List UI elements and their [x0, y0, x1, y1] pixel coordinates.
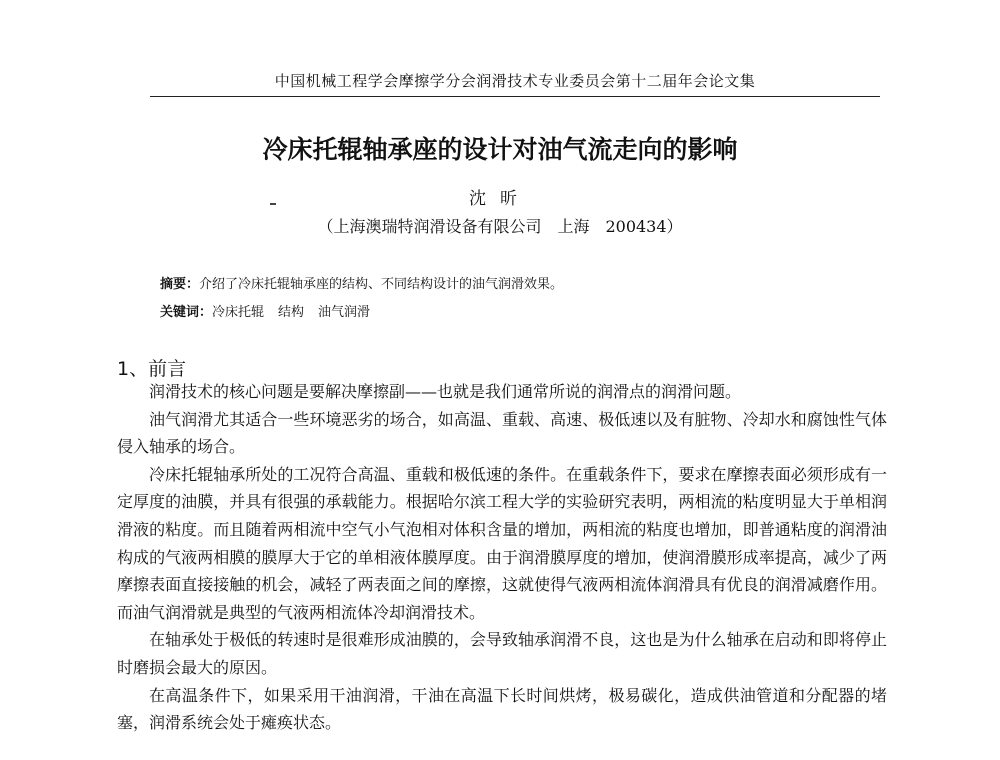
keywords-label: 关键词： [160, 305, 213, 320]
abstract-label: 摘要： [160, 277, 200, 292]
paper-title: 冷床托辊轴承座的设计对油气流走向的影响 [262, 135, 738, 164]
paragraph: 油气润滑尤其适合一些环境恶劣的场合，如高温、重载、高速、极低速以及有脏物、冷却水和腐蚀性气体侵入轴承的场合。 [117, 409, 887, 457]
abstract-text: 介绍了冷床托辊轴承座的结构、不同结构设计的油气润滑效果。 [199, 277, 564, 292]
keywords [160, 301, 384, 320]
author-name: 沈昕 [469, 189, 531, 209]
keyword-item: 结构 [278, 305, 305, 320]
paragraph: 润滑技术的核心问题是要解决摩擦副——也就是我们通常所说的润滑点的润滑问题。 [149, 382, 742, 401]
paragraph: 在高温条件下，如果采用干油润滑，干油在高温下长时间烘烤，极易碳化，造成供油管道和分配器的堵塞，润滑系统会处于瘫痪状态。 [117, 685, 887, 733]
keyword-item: 冷床托辊 [212, 305, 265, 320]
abstract [160, 273, 563, 292]
paragraph: 冷床托辊轴承所处的工况符合高温、重载和极低速的条件。在重载条件下，要求在摩擦表面必须形成有一定厚度的油膜，并具有很强的承载能力。根据哈尔滨工程大学的实验研究表明，两相流的粘度明显大于单相润滑液的粘度。而且随着两相流中空气小气泡相对体积含量的增加，两相流的粘度也增加，即普通粘度的润滑油构成的气液两相膜的膜厚大于它的单相液体膜厚度。由于润滑膜厚度的增加，使润滑膜形成率提高，减少了两摩擦表面直接接触的机会，减轻了两表面之间的摩擦，这就使得气液两相流体润滑具有优良的润滑减磨作用。而油气润滑就是典型的气液两相流体冷却润滑技术。 [117, 464, 887, 622]
header-rule [150, 96, 880, 97]
section-heading: 1、前言 [117, 358, 187, 380]
keyword-item: 油气润滑 [318, 305, 371, 320]
body-text [117, 378, 887, 737]
author-affiliation: （上海澳瑞特润滑设备有限公司 上海 200434） [317, 217, 683, 236]
paragraph: 在轴承处于极低的转速时是很难形成油膜的，会导致轴承润滑不良，这也是为什么轴承在启动和即将停止时磨损会最大的原因。 [117, 630, 887, 677]
proceedings-header: 中国机械工程学会摩擦学分会润滑技术专业委员会第十二届年会论文集 [274, 72, 756, 90]
